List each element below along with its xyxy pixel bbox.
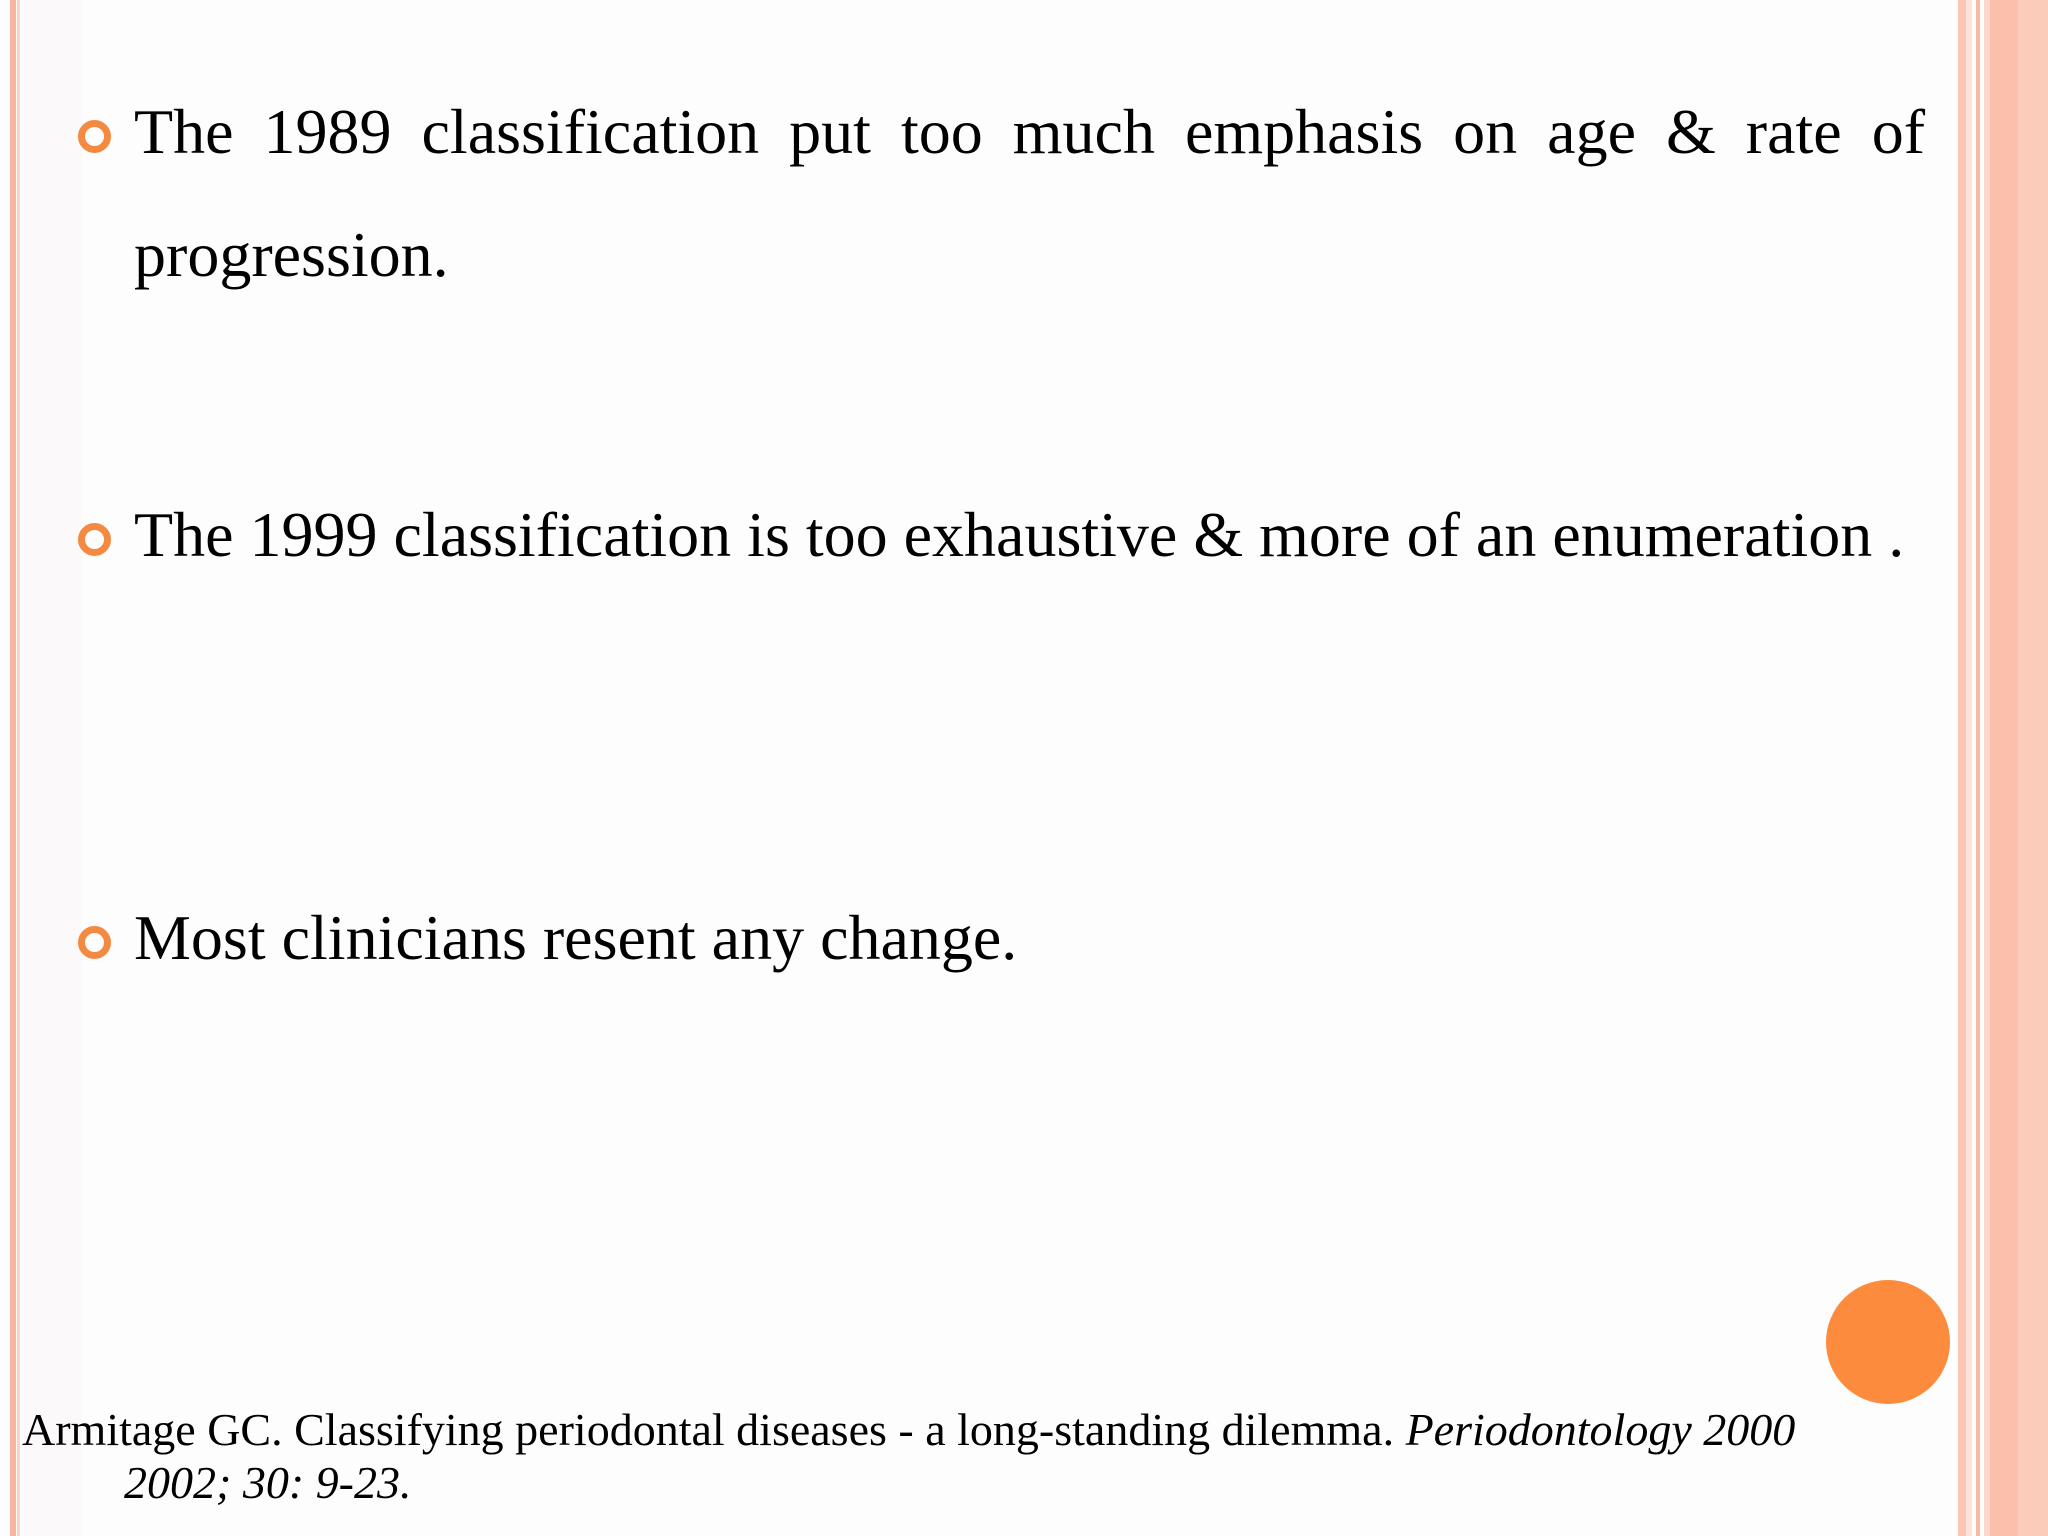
right-border-stripe [1958, 0, 1966, 1536]
left-border-stripe [10, 0, 16, 1536]
ring-bullet-icon [78, 120, 111, 153]
bullet-text: The 1989 classification put too much emphasis on age & rate of progression. [134, 96, 1925, 290]
accent-circle [1826, 1280, 1950, 1404]
citation-authors-title: Armitage GC. Classifying periodontal diseases - a long-standing dilemma. [22, 1404, 1406, 1455]
ring-bullet-icon [78, 926, 111, 959]
content-panel-shade [22, 0, 82, 1536]
right-border-stripe [1966, 0, 1972, 1536]
citation-journal: Periodontology 2000 [1405, 1404, 1796, 1455]
citation-details: 2002; 30: 9-23. [124, 1457, 412, 1508]
right-border-stripe [1976, 0, 1980, 1536]
bullet-text: Most clinicians resent any change. [134, 902, 1018, 973]
ring-bullet-icon [78, 523, 111, 556]
right-border-stripe [2018, 0, 2048, 1536]
right-border-stripe [1990, 0, 2018, 1536]
bullet-text: The 1999 classification is too exhaustive & more of an enumeration . [134, 499, 1905, 570]
left-border-stripe-light [17, 0, 20, 1536]
citation [22, 1403, 2012, 1509]
